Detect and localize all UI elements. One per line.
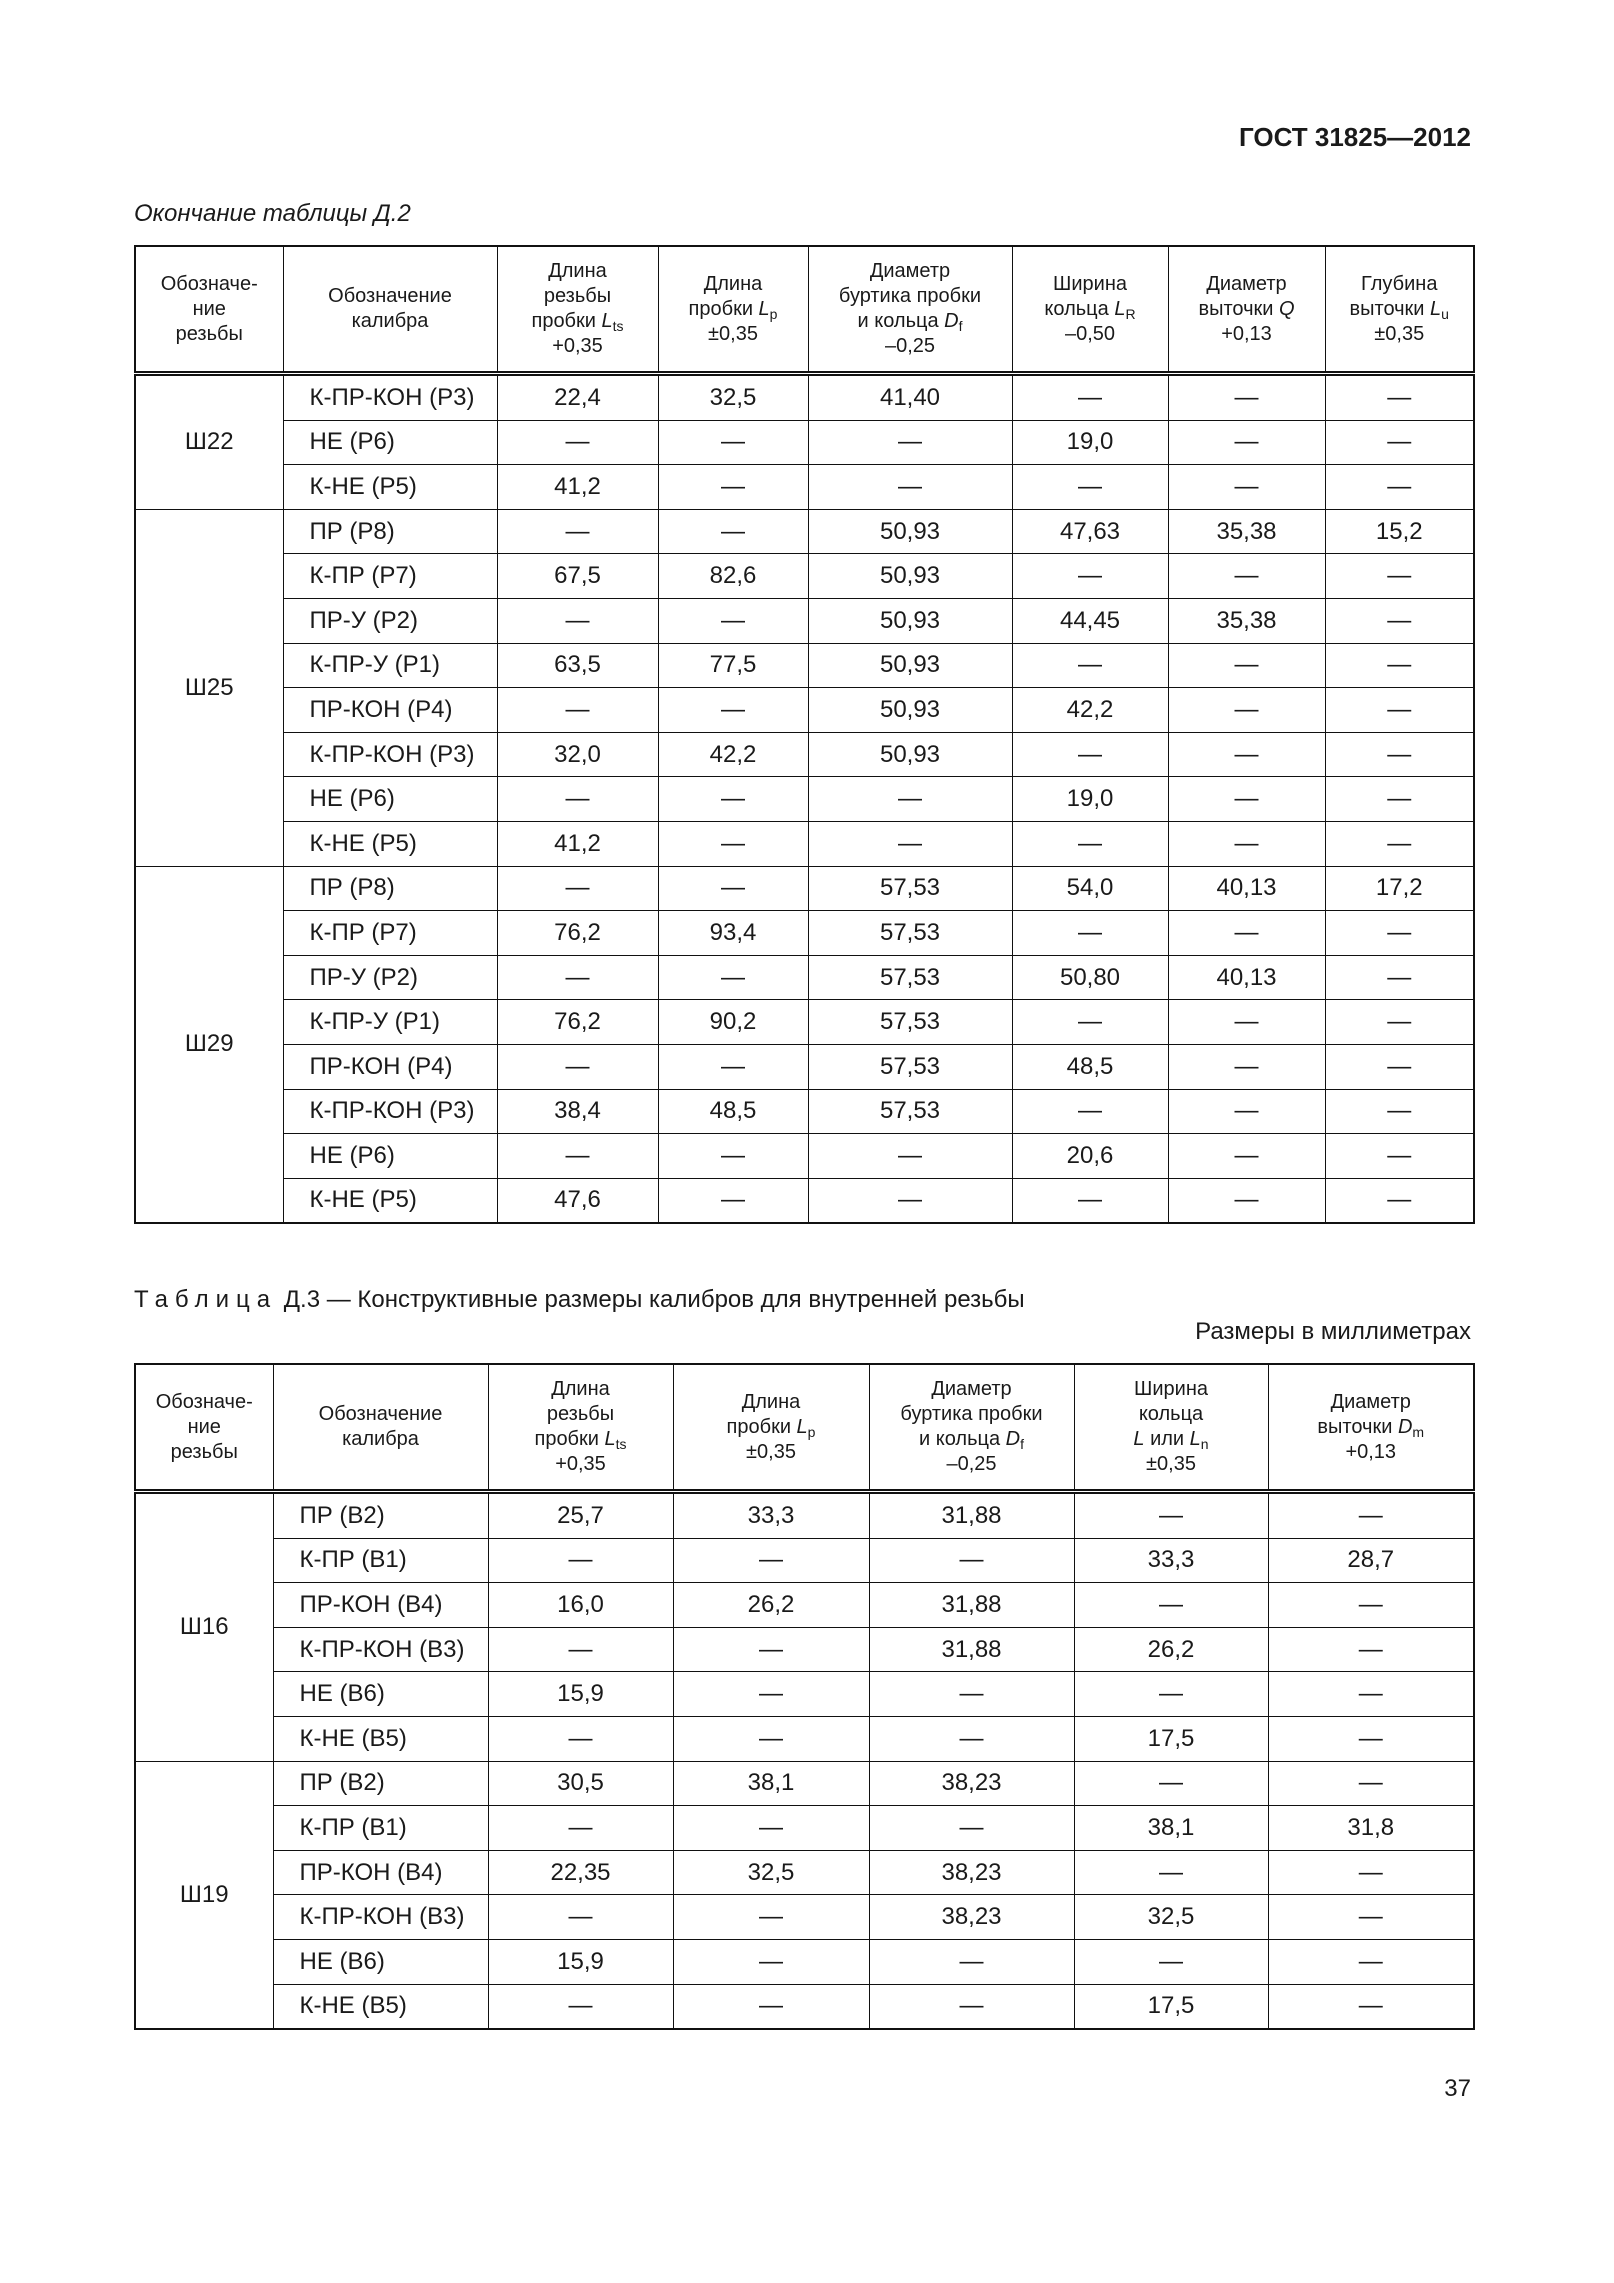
value-cell: — xyxy=(1012,643,1168,688)
value-cell: — xyxy=(497,509,658,554)
table-row xyxy=(135,1716,1474,1761)
table-d2-caption: Окончание таблицы Д.2 xyxy=(134,200,411,227)
table-row xyxy=(135,1939,1474,1984)
value-cell: 38,23 xyxy=(869,1850,1074,1895)
value-cell: 77,5 xyxy=(658,643,808,688)
value-cell: — xyxy=(1268,1627,1474,1672)
value-cell: — xyxy=(1168,821,1325,866)
value-cell: 76,2 xyxy=(497,911,658,956)
value-cell: 50,93 xyxy=(808,509,1012,554)
gauge-code-cell: К-ПР (Р7) xyxy=(283,911,497,956)
value-cell: — xyxy=(869,1672,1074,1717)
value-cell: 47,6 xyxy=(497,1178,658,1223)
table-row xyxy=(135,598,1474,643)
table-row xyxy=(135,911,1474,956)
value-cell: 26,2 xyxy=(673,1583,869,1628)
value-cell: 15,9 xyxy=(488,1672,673,1717)
value-cell: — xyxy=(869,1716,1074,1761)
gauge-code-cell: К-НЕ (Р5) xyxy=(283,1178,497,1223)
value-cell: 93,4 xyxy=(658,911,808,956)
table-row xyxy=(135,643,1474,688)
table-row xyxy=(135,420,1474,465)
value-cell: 17,2 xyxy=(1325,866,1474,911)
gauge-code-cell: К-НЕ (В5) xyxy=(273,1716,488,1761)
value-cell: 76,2 xyxy=(497,1000,658,1045)
value-cell: — xyxy=(1268,1716,1474,1761)
value-cell: 50,80 xyxy=(1012,955,1168,1000)
value-cell: 42,2 xyxy=(1012,688,1168,733)
value-cell: 41,2 xyxy=(497,821,658,866)
value-cell: 19,0 xyxy=(1012,777,1168,822)
thread-designation-cell: Ш25 xyxy=(135,509,283,866)
value-cell: — xyxy=(673,1627,869,1672)
value-cell: — xyxy=(497,866,658,911)
table-d2-body xyxy=(135,374,1474,1224)
value-cell: — xyxy=(1325,821,1474,866)
gauge-code-cell: НЕ (Р6) xyxy=(283,1134,497,1179)
table-row xyxy=(135,688,1474,733)
gauge-code-cell: К-ПР-КОН (Р3) xyxy=(283,374,497,421)
table-d3-header-row xyxy=(135,1364,1474,1492)
value-cell: — xyxy=(658,509,808,554)
value-cell: — xyxy=(1268,1583,1474,1628)
value-cell: 20,6 xyxy=(1012,1134,1168,1179)
value-cell: — xyxy=(673,1672,869,1717)
value-cell: 48,5 xyxy=(658,1089,808,1134)
value-cell: 31,88 xyxy=(869,1627,1074,1672)
value-cell: 32,0 xyxy=(497,732,658,777)
value-cell: — xyxy=(1012,1178,1168,1223)
value-cell: — xyxy=(1168,643,1325,688)
value-cell: — xyxy=(673,1538,869,1583)
value-cell: — xyxy=(1168,465,1325,510)
value-cell: 50,93 xyxy=(808,688,1012,733)
value-cell: 38,23 xyxy=(869,1895,1074,1940)
value-cell: — xyxy=(488,1895,673,1940)
value-cell: 57,53 xyxy=(808,1089,1012,1134)
gauge-code-cell: ПР-КОН (Р4) xyxy=(283,688,497,733)
table-row xyxy=(135,1984,1474,2029)
gauge-code-cell: НЕ (Р6) xyxy=(283,777,497,822)
thread-designation-cell: Ш19 xyxy=(135,1761,273,2029)
gauge-code-cell: К-НЕ (Р5) xyxy=(283,821,497,866)
value-cell: — xyxy=(658,1134,808,1179)
value-cell: — xyxy=(1168,777,1325,822)
value-cell: — xyxy=(1012,374,1168,421)
value-cell: 17,5 xyxy=(1074,1716,1268,1761)
thread-designation-cell: Ш29 xyxy=(135,866,283,1223)
col-lp: Длина пробки $L_p$ ±0,35 xyxy=(673,1364,869,1492)
value-cell: — xyxy=(488,1806,673,1851)
table-row xyxy=(135,554,1474,599)
table-row xyxy=(135,1583,1474,1628)
table-row xyxy=(135,1000,1474,1045)
value-cell: — xyxy=(808,1178,1012,1223)
value-cell: — xyxy=(1012,1000,1168,1045)
value-cell: — xyxy=(658,688,808,733)
value-cell: 16,0 xyxy=(488,1583,673,1628)
table-row xyxy=(135,1895,1474,1940)
value-cell: — xyxy=(1325,688,1474,733)
value-cell: — xyxy=(1012,1089,1168,1134)
value-cell: — xyxy=(1268,1984,1474,2029)
value-cell: 82,6 xyxy=(658,554,808,599)
value-cell: — xyxy=(1074,1939,1268,1984)
value-cell: — xyxy=(1168,1000,1325,1045)
value-cell: 31,88 xyxy=(869,1583,1074,1628)
value-cell: 32,5 xyxy=(1074,1895,1268,1940)
value-cell: 57,53 xyxy=(808,955,1012,1000)
value-cell: 25,7 xyxy=(488,1492,673,1539)
table-d3-caption xyxy=(134,1286,1025,1314)
table-row xyxy=(135,955,1474,1000)
value-cell: 67,5 xyxy=(497,554,658,599)
value-cell: 19,0 xyxy=(1012,420,1168,465)
value-cell: 50,93 xyxy=(808,643,1012,688)
value-cell: — xyxy=(1325,911,1474,956)
value-cell: 44,45 xyxy=(1012,598,1168,643)
value-cell: — xyxy=(1325,1134,1474,1179)
value-cell: — xyxy=(1012,554,1168,599)
table-row xyxy=(135,866,1474,911)
value-cell: — xyxy=(1074,1850,1268,1895)
col-l: Ширина кольца L или $L_n$ ±0,35 xyxy=(1074,1364,1268,1492)
value-cell: — xyxy=(1168,1134,1325,1179)
page-number: 37 xyxy=(1444,2075,1471,2102)
value-cell: — xyxy=(808,420,1012,465)
gauge-code-cell: К-НЕ (В5) xyxy=(273,1984,488,2029)
value-cell: — xyxy=(1168,420,1325,465)
value-cell: — xyxy=(673,1984,869,2029)
value-cell: 41,2 xyxy=(497,465,658,510)
value-cell: 90,2 xyxy=(658,1000,808,1045)
value-cell: — xyxy=(488,1627,673,1672)
value-cell: 31,88 xyxy=(869,1492,1074,1539)
value-cell: 38,1 xyxy=(673,1761,869,1806)
value-cell: 63,5 xyxy=(497,643,658,688)
gauge-code-cell: ПР-КОН (В4) xyxy=(273,1583,488,1628)
value-cell: 42,2 xyxy=(658,732,808,777)
value-cell: 57,53 xyxy=(808,1000,1012,1045)
value-cell: — xyxy=(1012,911,1168,956)
value-cell: — xyxy=(1325,1089,1474,1134)
value-cell: — xyxy=(497,420,658,465)
gauge-code-cell: ПР (В2) xyxy=(273,1492,488,1539)
value-cell: — xyxy=(658,465,808,510)
value-cell: 31,8 xyxy=(1268,1806,1474,1851)
value-cell: 54,0 xyxy=(1012,866,1168,911)
table-label: Таблица xyxy=(134,1286,278,1313)
value-cell: — xyxy=(497,1134,658,1179)
value-cell: — xyxy=(488,1716,673,1761)
gauge-code-cell: НЕ (Р6) xyxy=(283,420,497,465)
gauge-code-cell: ПР (В2) xyxy=(273,1761,488,1806)
table-d3 xyxy=(134,1363,1475,2030)
value-cell: — xyxy=(673,1806,869,1851)
value-cell: 40,13 xyxy=(1168,955,1325,1000)
gauge-code-cell: К-ПР (Р7) xyxy=(283,554,497,599)
col-lu: Глубина выточки $L_u$ ±0,35 xyxy=(1325,246,1474,374)
table-row xyxy=(135,1538,1474,1583)
table-row xyxy=(135,1672,1474,1717)
value-cell: — xyxy=(1268,1761,1474,1806)
table-number: Д.3 xyxy=(283,1286,321,1313)
value-cell: — xyxy=(658,777,808,822)
gauge-code-cell: К-ПР (В1) xyxy=(273,1806,488,1851)
table-title: — Конструктивные размеры калибров для внутренней резьбы xyxy=(320,1286,1025,1313)
value-cell: — xyxy=(497,1044,658,1089)
value-cell: 28,7 xyxy=(1268,1538,1474,1583)
value-cell: — xyxy=(1074,1761,1268,1806)
table-row xyxy=(135,1850,1474,1895)
value-cell: — xyxy=(808,821,1012,866)
gauge-code-cell: К-ПР-КОН (В3) xyxy=(273,1627,488,1672)
value-cell: — xyxy=(1012,465,1168,510)
col-lts: Длина резьбы пробки $L_{ts}$ +0,35 xyxy=(497,246,658,374)
value-cell: 48,5 xyxy=(1012,1044,1168,1089)
table-row xyxy=(135,1178,1474,1223)
col-lts: Длина резьбы пробки $L_{ts}$ +0,35 xyxy=(488,1364,673,1492)
value-cell: 50,93 xyxy=(808,732,1012,777)
table-d2-header-row xyxy=(135,246,1474,374)
table-row xyxy=(135,1044,1474,1089)
value-cell: — xyxy=(1325,1000,1474,1045)
gauge-code-cell: К-НЕ (Р5) xyxy=(283,465,497,510)
value-cell: — xyxy=(673,1939,869,1984)
col-q: Диаметр выточки Q +0,13 xyxy=(1168,246,1325,374)
value-cell: — xyxy=(658,821,808,866)
col-thread: Обозначе- ние резьбы xyxy=(135,246,283,374)
value-cell: — xyxy=(869,1939,1074,1984)
value-cell: — xyxy=(1325,732,1474,777)
value-cell: — xyxy=(673,1716,869,1761)
value-cell: — xyxy=(658,420,808,465)
standard-number: ГОСТ 31825—2012 xyxy=(1239,122,1471,152)
gauge-code-cell: К-ПР (В1) xyxy=(273,1538,488,1583)
value-cell: 15,2 xyxy=(1325,509,1474,554)
value-cell: — xyxy=(1325,554,1474,599)
col-thread: Обозначе- ние резьбы xyxy=(135,1364,273,1492)
value-cell: 38,4 xyxy=(497,1089,658,1134)
value-cell: — xyxy=(808,1134,1012,1179)
value-cell: — xyxy=(1268,1672,1474,1717)
gauge-code-cell: К-ПР-КОН (Р3) xyxy=(283,1089,497,1134)
table-d2 xyxy=(134,245,1475,1224)
value-cell: 35,38 xyxy=(1168,509,1325,554)
gauge-code-cell: К-ПР-КОН (Р3) xyxy=(283,732,497,777)
thread-designation-cell: Ш16 xyxy=(135,1492,273,1762)
value-cell: — xyxy=(1325,374,1474,421)
gauge-code-cell: НЕ (В6) xyxy=(273,1939,488,1984)
value-cell: — xyxy=(658,1178,808,1223)
value-cell: — xyxy=(1168,1178,1325,1223)
value-cell: 57,53 xyxy=(808,911,1012,956)
value-cell: — xyxy=(488,1538,673,1583)
value-cell: 32,5 xyxy=(673,1850,869,1895)
value-cell: — xyxy=(869,1984,1074,2029)
value-cell: — xyxy=(497,955,658,1000)
table-row xyxy=(135,1492,1474,1539)
value-cell: — xyxy=(1074,1583,1268,1628)
value-cell: — xyxy=(1012,821,1168,866)
gauge-code-cell: ПР-У (Р2) xyxy=(283,955,497,1000)
col-gauge: Обозначение калибра xyxy=(273,1364,488,1492)
col-df: Диаметр буртика пробки и кольца $D_f$ –0,25 xyxy=(808,246,1012,374)
value-cell: — xyxy=(1325,777,1474,822)
value-cell: — xyxy=(1268,1492,1474,1539)
value-cell: 47,63 xyxy=(1012,509,1168,554)
value-cell: — xyxy=(488,1984,673,2029)
value-cell: 38,23 xyxy=(869,1761,1074,1806)
value-cell: 50,93 xyxy=(808,598,1012,643)
value-cell: — xyxy=(1268,1895,1474,1940)
table-row xyxy=(135,732,1474,777)
value-cell: 15,9 xyxy=(488,1939,673,1984)
table-row xyxy=(135,1627,1474,1672)
table-row xyxy=(135,1806,1474,1851)
value-cell: 57,53 xyxy=(808,1044,1012,1089)
value-cell: — xyxy=(1168,732,1325,777)
value-cell: 30,5 xyxy=(488,1761,673,1806)
value-cell: — xyxy=(1325,1178,1474,1223)
value-cell: — xyxy=(1168,1044,1325,1089)
value-cell: — xyxy=(1325,955,1474,1000)
table-row xyxy=(135,1761,1474,1806)
col-dm: Диаметр выточки $D_m$ +0,13 xyxy=(1268,1364,1474,1492)
value-cell: 40,13 xyxy=(1168,866,1325,911)
value-cell: — xyxy=(1168,1089,1325,1134)
table-row xyxy=(135,777,1474,822)
value-cell: 22,4 xyxy=(497,374,658,421)
value-cell: — xyxy=(1074,1672,1268,1717)
value-cell: — xyxy=(497,598,658,643)
value-cell: — xyxy=(658,598,808,643)
value-cell: — xyxy=(869,1538,1074,1583)
thread-designation-cell: Ш22 xyxy=(135,374,283,510)
units-note: Размеры в миллиметрах xyxy=(1195,1318,1471,1345)
gauge-code-cell: ПР (Р8) xyxy=(283,509,497,554)
col-lr: Ширина кольца $L_R$ –0,50 xyxy=(1012,246,1168,374)
gauge-code-cell: ПР (Р8) xyxy=(283,866,497,911)
value-cell: — xyxy=(1074,1492,1268,1539)
gauge-code-cell: К-ПР-У (Р1) xyxy=(283,1000,497,1045)
table-row xyxy=(135,1134,1474,1179)
value-cell: — xyxy=(1168,374,1325,421)
value-cell: — xyxy=(1168,688,1325,733)
value-cell: — xyxy=(1268,1939,1474,1984)
value-cell: 38,1 xyxy=(1074,1806,1268,1851)
value-cell: — xyxy=(673,1895,869,1940)
value-cell: 22,35 xyxy=(488,1850,673,1895)
value-cell: — xyxy=(1325,643,1474,688)
value-cell: — xyxy=(1012,732,1168,777)
value-cell: 33,3 xyxy=(1074,1538,1268,1583)
col-df: Диаметр буртика пробки и кольца $D_f$ –0,25 xyxy=(869,1364,1074,1492)
table-row xyxy=(135,374,1474,421)
value-cell: 57,53 xyxy=(808,866,1012,911)
table-row xyxy=(135,821,1474,866)
value-cell: — xyxy=(497,777,658,822)
value-cell: 32,5 xyxy=(658,374,808,421)
value-cell: 17,5 xyxy=(1074,1984,1268,2029)
value-cell: — xyxy=(808,777,1012,822)
value-cell: — xyxy=(658,866,808,911)
value-cell: — xyxy=(1168,911,1325,956)
value-cell: — xyxy=(1325,1044,1474,1089)
value-cell: — xyxy=(869,1806,1074,1851)
value-cell: 26,2 xyxy=(1074,1627,1268,1672)
value-cell: 50,93 xyxy=(808,554,1012,599)
value-cell: 41,40 xyxy=(808,374,1012,421)
gauge-code-cell: К-ПР-КОН (В3) xyxy=(273,1895,488,1940)
value-cell: — xyxy=(1268,1850,1474,1895)
value-cell: — xyxy=(1325,598,1474,643)
table-d3-body xyxy=(135,1492,1474,2030)
table-row xyxy=(135,509,1474,554)
gauge-code-cell: К-ПР-У (Р1) xyxy=(283,643,497,688)
gauge-code-cell: НЕ (В6) xyxy=(273,1672,488,1717)
value-cell: — xyxy=(1168,554,1325,599)
value-cell: — xyxy=(1325,465,1474,510)
value-cell: — xyxy=(808,465,1012,510)
value-cell: — xyxy=(1325,420,1474,465)
value-cell: — xyxy=(658,955,808,1000)
value-cell: 33,3 xyxy=(673,1492,869,1539)
gauge-code-cell: ПР-У (Р2) xyxy=(283,598,497,643)
value-cell: — xyxy=(658,1044,808,1089)
table-row xyxy=(135,1089,1474,1134)
value-cell: — xyxy=(497,688,658,733)
col-lp: Длина пробки $L_p$ ±0,35 xyxy=(658,246,808,374)
col-gauge: Обозначение калибра xyxy=(283,246,497,374)
value-cell: 35,38 xyxy=(1168,598,1325,643)
gauge-code-cell: ПР-КОН (В4) xyxy=(273,1850,488,1895)
table-row xyxy=(135,465,1474,510)
gauge-code-cell: ПР-КОН (Р4) xyxy=(283,1044,497,1089)
